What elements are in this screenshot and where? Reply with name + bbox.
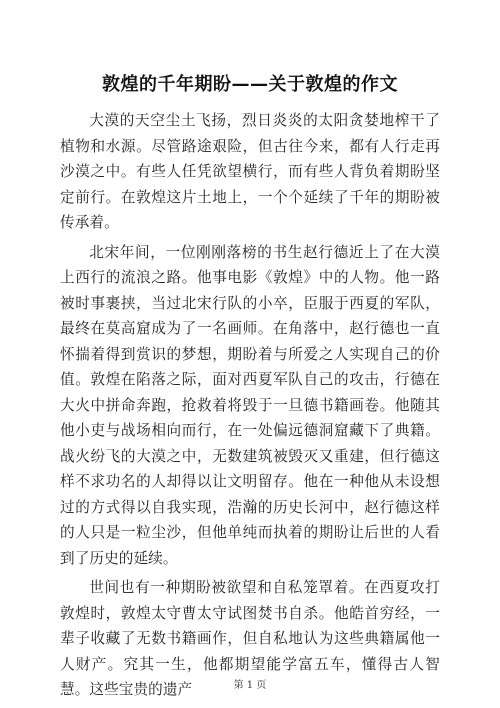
document-body xyxy=(60,108,440,707)
paragraph-3: 世间也有一种期盼被欲望和自私笼罩着。在西夏攻打敦煌时，敦煌太守曹太守试图焚书自杀。他皓首穷经，一辈子收藏了无数书籍画作，但自私地认为这些典籍属他一人财产。究其一生，他都期望能学富五车，懂得古人智慧。这些宝贵的遗产 xyxy=(60,579,440,698)
paragraph-1: 大漠的天空尘土飞扬，烈日炎炎的太阳贪婪地榨干了植物和水源。尽管路途艰险，但古往今来，都有人行走再沙漠之中。有些人任凭欲望横行，而有些人背负着期盼坚定前行。在敦煌这片土地上，一个个延续了千年的期盼被传承着。 xyxy=(60,112,440,231)
paragraph-2: 北宋年间，一位刚刚落榜的书生赵行德近上了在大漠上西行的流浪之路。他事电影《敦煌》中的人物。他一路被时事裹挟，当过北宋行队的小卒，臣服于西夏的军队，最终在莫高窟成为了一名画师。在角落中，赵行德也一直怀揣着得到赏识的梦想，期盼着与所爱之人实现自己的价值。敦煌在陷落之际，面对西夏军队自己的攻击，行德在大火中拼命奔跑，抢救着将毁于一旦德书籍画卷。他随其他小吏与战场相向而行，在一处偏远德洞窟藏下了典籍。战火纷飞的大漠之中，无数建筑被毁灭又重建，但行德这样不求功名的人却得以让文明留存。他在一种他从未设想过的方式得以自我实现，浩瀚的历史长河中，赵行德这样的人只是一粒尘沙，但他单纯而执着的期盼让后世的人看到了历史的延续。 xyxy=(60,243,440,567)
page-number: 第 1 页 xyxy=(233,680,267,691)
document-title: 敦煌的千年期盼——关于敦煌的作文 xyxy=(102,74,398,95)
